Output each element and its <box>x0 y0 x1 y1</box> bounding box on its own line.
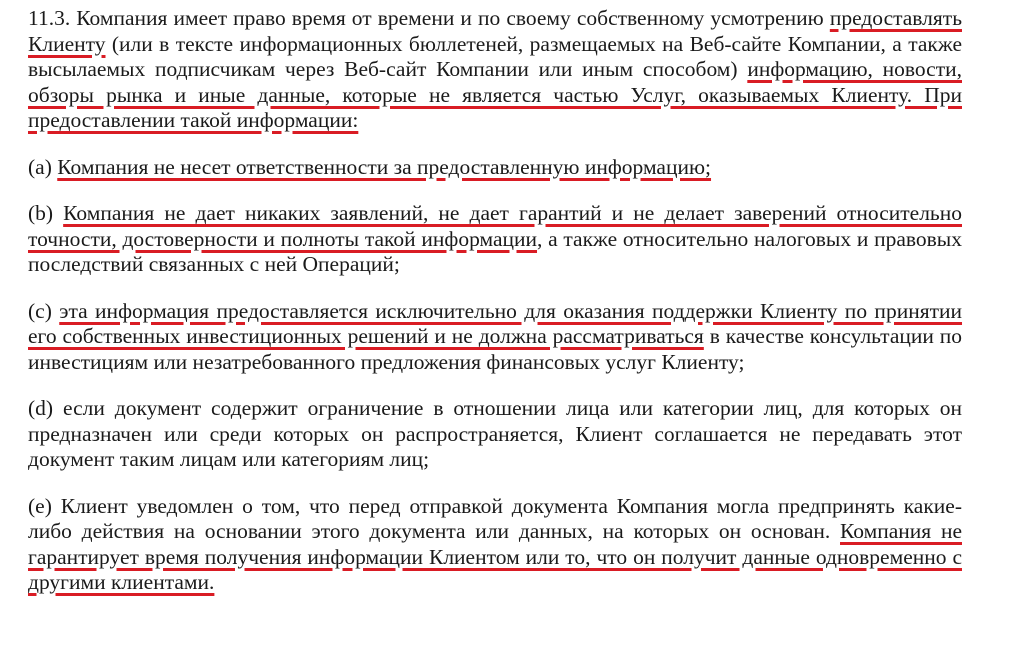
underlined-text: Компания не дает никаких заявлений, не дает гарантий и не делает заверений относительно точности, достоверности и полноты такой информации <box>28 201 962 251</box>
item-b-label: (b) <box>28 201 64 225</box>
item-e-paragraph <box>28 494 962 596</box>
item-a-paragraph <box>28 155 962 181</box>
clause-11-3-paragraph <box>28 6 962 134</box>
underlined-text: эта информация предоставляется исключительно для оказания поддержки Клиенту по принятии его собственных инвестиционных решений и не должна рассматриваться <box>28 298 963 348</box>
item-b-paragraph <box>28 201 962 278</box>
underlined-text: Компания не несет ответственности за предоставленную информацию; <box>57 154 712 179</box>
item-c-text: в качестве консультации по инвестициям или незатребованного предложения финансовых услуг Клиенту; <box>28 324 962 374</box>
item-e-text: (e) Клиент уведомлен о том, что перед отправкой документа Компания могла предпринять какие-либо действия на основании этого документа или данных, на которых он основан. <box>28 493 962 543</box>
item-d-text: (d) если документ содержит ограничение в отношении лица или категории лиц, для которых он предназначен или среди которых он распространяется, Клиент соглашается не передавать этот документ таким лицам или категориям лиц; <box>28 396 962 471</box>
clause-intro-text: 11.3. Компания имеет право время от времени и по своему собственному усмотрению <box>28 6 830 30</box>
underlined-text: информацию, новости, обзоры рынка и иные данные, которые не является частью Услуг, оказываемых Клиенту. При предоставлении такой информации: <box>28 57 962 132</box>
item-c-label: (c) <box>28 298 60 323</box>
clause-text: (или в тексте информационных бюллетеней, размещаемых на Веб-сайте Компании, а также высылаемых подписчикам через Веб-сайт Компании или иным способом) <box>28 31 962 81</box>
document-page <box>28 6 962 596</box>
item-d-paragraph <box>28 396 962 473</box>
item-c-paragraph <box>28 299 962 376</box>
underlined-text: предоставлять Клиенту <box>28 6 962 56</box>
item-b-text: , а также относительно налоговых и правовых последствий связанных с ней Операций; <box>28 226 962 276</box>
underlined-text: Компания не гарантирует время получения информации Клиентом или то, что он получит данные одновременно с другими клиентами. <box>28 519 962 594</box>
item-a-label: (a) <box>28 154 58 179</box>
